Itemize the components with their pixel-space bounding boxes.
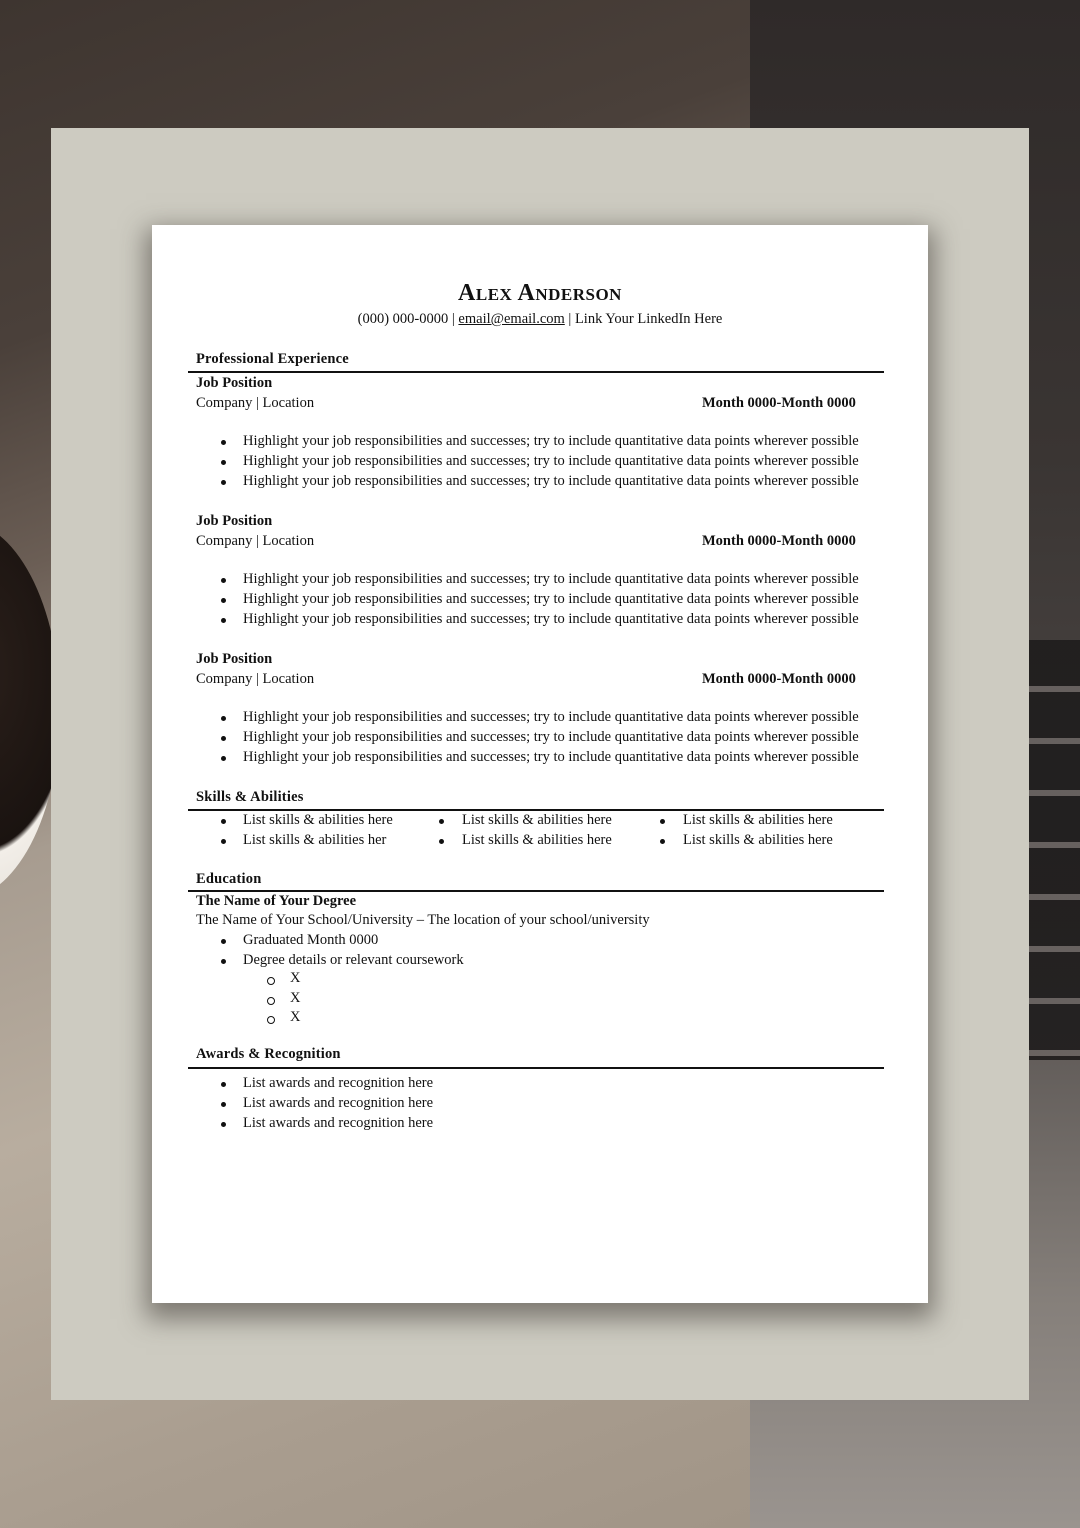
section-title-education: Education [196, 871, 262, 887]
section-title-awards: Awards & Recognition [196, 1046, 341, 1062]
bullet-dot [221, 440, 226, 445]
education-sub-bullet: X [290, 970, 301, 986]
sub-bullet-circle [267, 1016, 275, 1024]
education-bullet: Degree details or relevant coursework [243, 952, 464, 968]
degree-name: The Name of Your Degree [196, 893, 357, 909]
section-divider [188, 1067, 884, 1069]
job-dates: Month 0000-Month 0000 [702, 533, 856, 549]
skill-item: List skills & abilities her [243, 832, 387, 848]
skill-item: List skills & abilities here [462, 812, 612, 828]
bullet-dot [221, 736, 226, 741]
keyboard-keys [1020, 640, 1080, 1060]
contact-line [152, 311, 928, 328]
bullet-dot [439, 839, 444, 844]
section-title-skills: Skills & Abilities [196, 789, 304, 805]
skill-item: List skills & abilities here [462, 832, 612, 848]
bullet-dot [221, 460, 226, 465]
job-company: Company | Location [196, 671, 315, 687]
job-dates: Month 0000-Month 0000 [702, 395, 856, 411]
contact-phone: (000) 000-0000 [357, 311, 449, 327]
education-sub-bullet: X [290, 990, 301, 1006]
award-item: List awards and recognition here [243, 1075, 434, 1091]
bullet-dot [221, 1082, 226, 1087]
resume-name: Alex Anderson [458, 280, 622, 306]
job-bullet: Highlight your job responsibilities and successes; try to include quantitative data points wherever possible [243, 709, 859, 725]
section-divider [188, 809, 884, 811]
job-position: Job Position [196, 375, 273, 391]
bullet-dot [221, 1102, 226, 1107]
resume-page [152, 225, 928, 1303]
bullet-dot [221, 716, 226, 721]
award-item: List awards and recognition here [243, 1095, 434, 1111]
award-item: List awards and recognition here [243, 1115, 434, 1131]
job-bullet: Highlight your job responsibilities and successes; try to include quantitative data points wherever possible [243, 571, 859, 587]
school-line: The Name of Your School/University – The location of your school/university [196, 912, 650, 928]
job-bullet: Highlight your job responsibilities and successes; try to include quantitative data points wherever possible [243, 473, 859, 489]
sub-bullet-circle [267, 977, 275, 985]
job-bullet: Highlight your job responsibilities and successes; try to include quantitative data points wherever possible [243, 591, 859, 607]
job-company: Company | Location [196, 395, 315, 411]
section-divider [188, 890, 884, 892]
job-bullet: Highlight your job responsibilities and successes; try to include quantitative data points wherever possible [243, 611, 859, 627]
contact-linkedin: Link Your LinkedIn Here [574, 311, 723, 327]
section-divider [188, 371, 884, 373]
bullet-dot [221, 480, 226, 485]
skill-item: List skills & abilities here [683, 832, 833, 848]
section-title-experience: Professional Experience [196, 351, 349, 367]
bullet-dot [660, 819, 665, 824]
job-bullet: Highlight your job responsibilities and successes; try to include quantitative data points wherever possible [243, 433, 859, 449]
bullet-dot [221, 598, 226, 603]
contact-email-link[interactable]: email@email.com [458, 311, 565, 327]
education-bullet: Graduated Month 0000 [243, 932, 379, 948]
bullet-dot [660, 839, 665, 844]
job-position: Job Position [196, 651, 273, 667]
skill-item: List skills & abilities here [243, 812, 393, 828]
bullet-dot [221, 839, 226, 844]
contact-separator: | [564, 311, 575, 327]
bullet-dot [221, 939, 226, 944]
bullet-dot [439, 819, 444, 824]
bullet-dot [221, 959, 226, 964]
skill-item: List skills & abilities here [683, 812, 833, 828]
bullet-dot [221, 1122, 226, 1127]
contact-separator: | [448, 311, 459, 327]
job-dates: Month 0000-Month 0000 [702, 671, 856, 687]
sub-bullet-circle [267, 997, 275, 1005]
job-company: Company | Location [196, 533, 315, 549]
bullet-dot [221, 819, 226, 824]
job-position: Job Position [196, 513, 273, 529]
education-sub-bullet: X [290, 1009, 301, 1025]
job-bullet: Highlight your job responsibilities and successes; try to include quantitative data points wherever possible [243, 749, 859, 765]
bullet-dot [221, 578, 226, 583]
bullet-dot [221, 756, 226, 761]
bullet-dot [221, 618, 226, 623]
job-bullet: Highlight your job responsibilities and successes; try to include quantitative data points wherever possible [243, 729, 859, 745]
job-bullet: Highlight your job responsibilities and successes; try to include quantitative data points wherever possible [243, 453, 859, 469]
